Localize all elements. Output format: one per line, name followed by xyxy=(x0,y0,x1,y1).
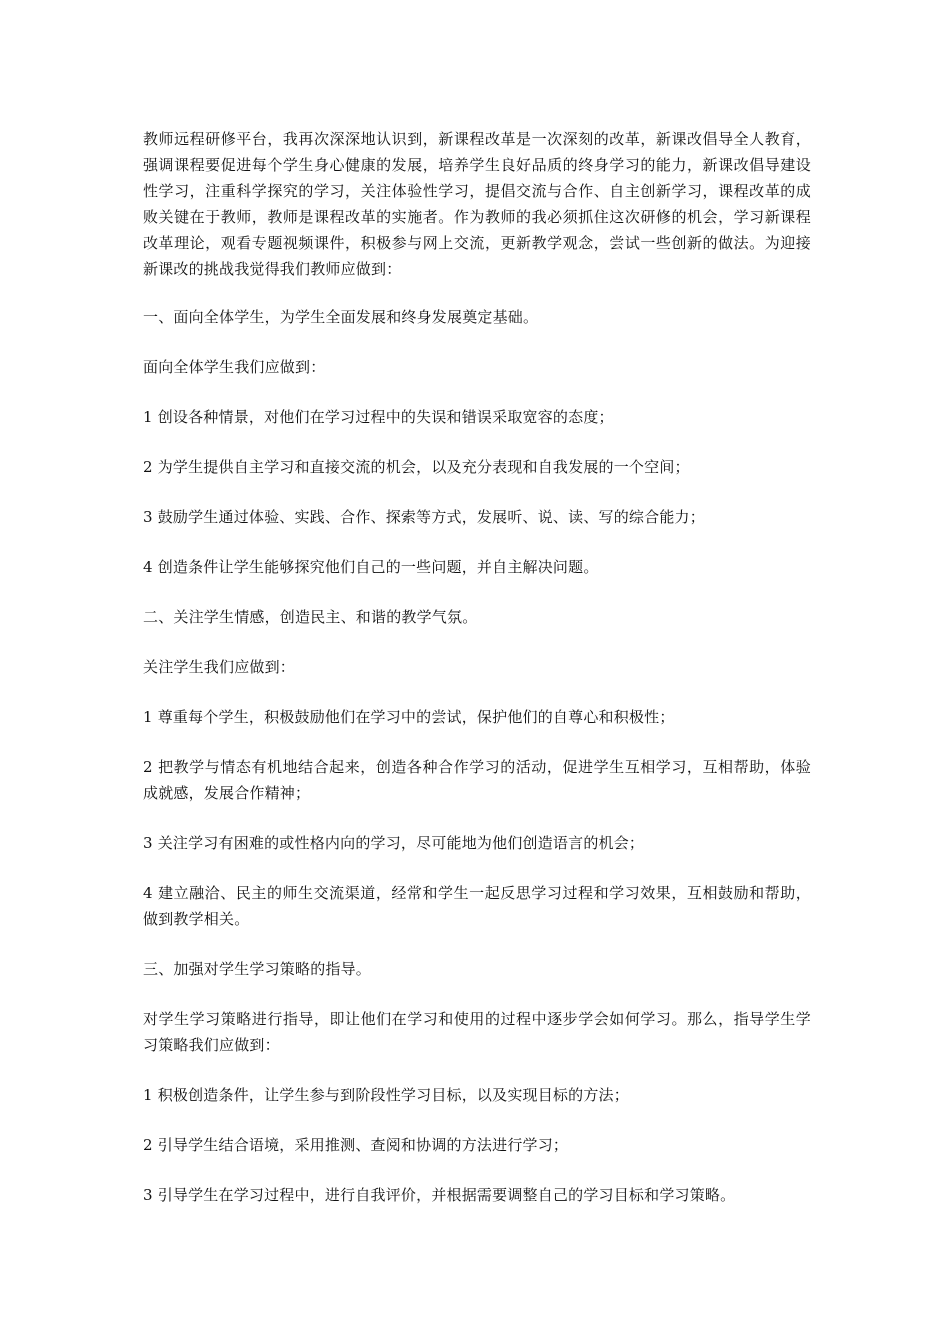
document-page xyxy=(143,126,811,1232)
list-item: 4 建立融洽、民主的师生交流渠道，经常和学生一起反思学习过程和学习效果，互相鼓励和帮助，做到教学相关。 xyxy=(143,884,811,928)
intro-paragraph: 教师远程研修平台，我再次深深地认识到，新课程改革是一次深刻的改革，新课改倡导全人教育，强调课程要促进每个学生身心健康的发展，培养学生良好品质的终身学习的能力，新课改倡导建设性学习，注重科学探究的学习，关注体验性学习，提倡交流与合作、自主创新学习，课程改革的成败关键在于教师，教师是课程改革的实施者。作为教师的我必须抓住这次研修的机会，学习新课程改革理论，观看专题视频课件，积极参与网上交流，更新教学观念，尝试一些创新的做法。为迎接新课改的挑战我觉得我们教师应做到： xyxy=(143,130,811,278)
section-lead-3: 对学生学习策略进行指导，即让他们在学习和使用的过程中逐步学会如何学习。那么，指导学生学习策略我们应做到： xyxy=(143,1010,811,1054)
list-item: 1 尊重每个学生，积极鼓励他们在学习中的尝试，保护他们的自尊心和积极性； xyxy=(143,708,675,726)
section-heading-2: 二、关注学生情感，创造民主、和谐的教学气氛。 xyxy=(143,608,478,626)
list-item: 3 鼓励学生通过体验、实践、合作、探索等方式，发展听、说、读、写的综合能力； xyxy=(143,508,705,526)
list-item: 3 引导学生在学习过程中，进行自我评价，并根据需要调整自己的学习目标和学习策略。 xyxy=(143,1186,736,1204)
list-item: 2 把教学与情态有机地结合起来，创造各种合作学习的活动，促进学生互相学习，互相帮助，体验成就感，发展合作精神； xyxy=(143,758,811,802)
list-item: 1 创设各种情景，对他们在学习过程中的失误和错误采取宽容的态度； xyxy=(143,408,614,426)
section-lead-2: 关注学生我们应做到： xyxy=(143,658,296,676)
list-item: 3 关注学习有困难的或性格内向的学习，尽可能地为他们创造语言的机会； xyxy=(143,834,645,852)
list-item: 4 创造条件让学生能够探究他们自己的一些问题，并自主解决问题。 xyxy=(143,558,599,576)
list-item: 2 为学生提供自主学习和直接交流的机会，以及充分表现和自我发展的一个空间； xyxy=(143,458,690,476)
section-lead-1: 面向全体学生我们应做到： xyxy=(143,358,326,376)
list-item: 1 积极创造条件，让学生参与到阶段性学习目标，以及实现目标的方法； xyxy=(143,1086,629,1104)
list-item: 2 引导学生结合语境，采用推测、查阅和协调的方法进行学习； xyxy=(143,1136,569,1154)
section-heading-1: 一、面向全体学生，为学生全面发展和终身发展奠定基础。 xyxy=(143,308,539,326)
section-heading-3: 三、加强对学生学习策略的指导。 xyxy=(143,960,372,978)
